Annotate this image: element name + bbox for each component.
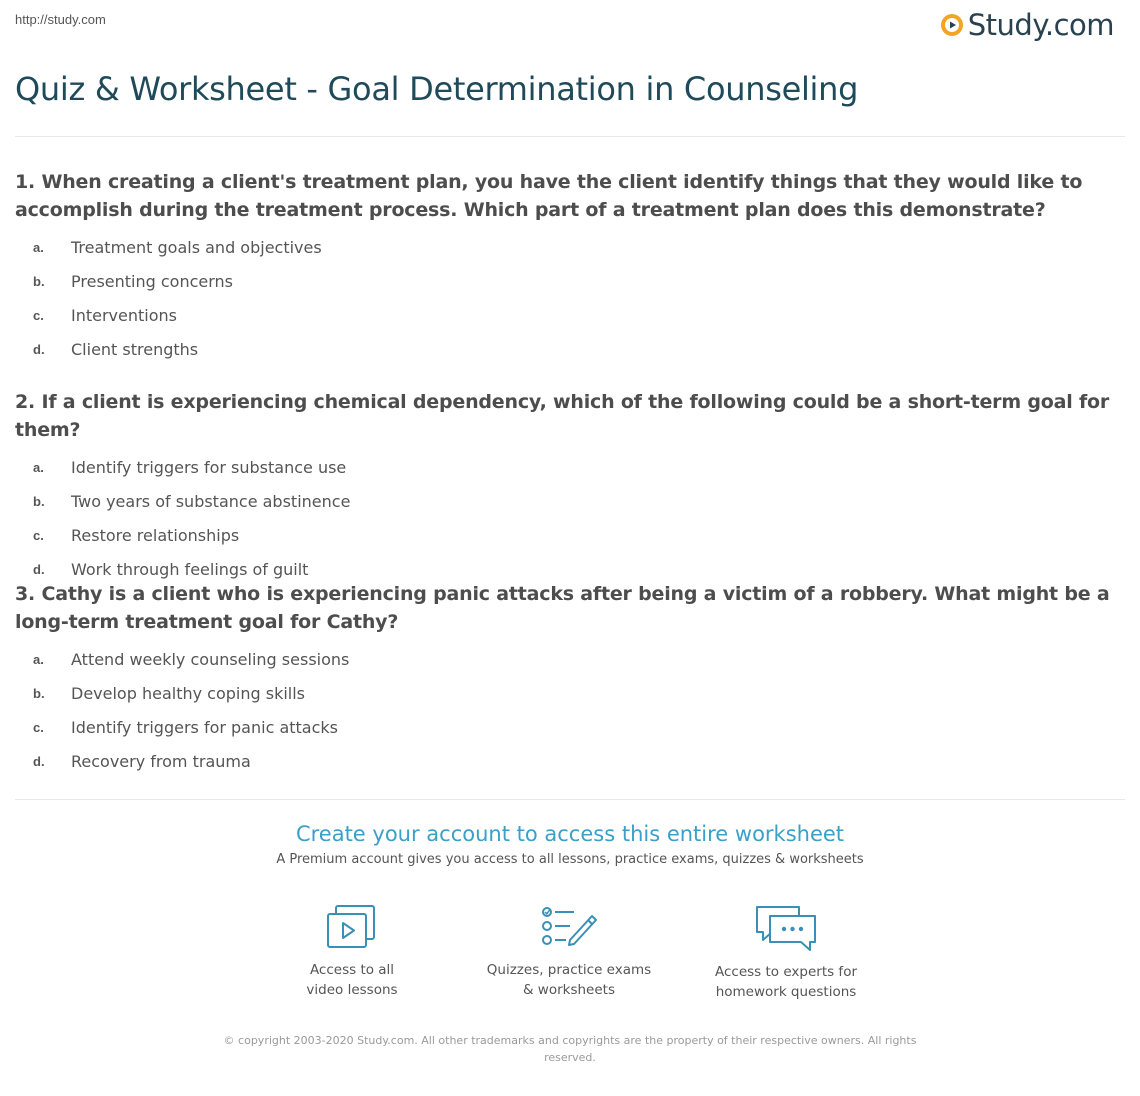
- answer-option[interactable]: [15, 484, 1125, 518]
- copyright-notice: © copyright 2003-2020 Study.com. All other trademarks and copyrights are the property of their respective owners. All rights reserved.: [223, 1034, 917, 1064]
- answer-option[interactable]: [15, 642, 1125, 676]
- feature-quizzes: [459, 904, 679, 1000]
- option-text: Two years of substance abstinence: [71, 491, 351, 511]
- question-text: 1. When creating a client's treatment plan, you have the client identify things that they would like to accomplish during the treatment process. Which part of a treatment plan does this demonstrate?: [15, 171, 1083, 221]
- question-text: 3. Cathy is a client who is experiencing panic attacks after being a victim of a robbery. What might be a long-term treatment goal for Cathy?: [15, 583, 1110, 633]
- option-letter: c.: [33, 719, 44, 735]
- question-2: [15, 388, 1125, 586]
- feature-label: Access to experts for homework questions: [714, 964, 857, 1000]
- create-account-link[interactable]: Create your account to access this entire worksheet: [295, 822, 845, 846]
- option-text: Attend weekly counseling sessions: [71, 649, 350, 669]
- video-lessons-icon: [325, 904, 379, 952]
- option-text: Develop healthy coping skills: [71, 683, 305, 703]
- answer-option[interactable]: [15, 450, 1125, 484]
- feature-video-lessons: [242, 904, 462, 1000]
- option-text: Client strengths: [71, 339, 199, 359]
- option-letter: c.: [33, 527, 44, 543]
- option-letter: d.: [33, 341, 45, 357]
- option-letter: b.: [33, 273, 45, 289]
- feature-label: Quizzes, practice exams & worksheets: [486, 962, 652, 998]
- question-text: 2. If a client is experiencing chemical dependency, which of the following could be a short-term goal for them?: [15, 391, 1110, 441]
- divider: [15, 136, 1125, 137]
- answer-option[interactable]: [15, 518, 1125, 552]
- page-title: Quiz & Worksheet - Goal Determination in Counseling: [15, 70, 859, 108]
- divider: [15, 799, 1125, 800]
- answer-option[interactable]: [15, 676, 1125, 710]
- cta-subtitle: A Premium account gives you access to all lessons, practice exams, quizzes & worksheets: [276, 852, 864, 867]
- option-letter: a.: [33, 459, 44, 475]
- option-letter: b.: [33, 685, 45, 701]
- premium-cta: [0, 822, 1140, 867]
- answer-option[interactable]: [15, 744, 1125, 778]
- option-letter: a.: [33, 239, 44, 255]
- site-url: http://study.com: [15, 12, 106, 27]
- answer-option[interactable]: [15, 710, 1125, 744]
- answer-options: [15, 230, 1125, 366]
- option-text: Presenting concerns: [71, 271, 233, 291]
- feature-label: Access to all video lessons: [306, 962, 398, 998]
- option-text: Recovery from trauma: [71, 751, 251, 771]
- option-text: Identify triggers for substance use: [71, 457, 347, 477]
- logo-text: Study.com: [967, 8, 1114, 42]
- play-circle-icon: [940, 13, 964, 37]
- option-letter: c.: [33, 307, 44, 323]
- option-letter: b.: [33, 493, 45, 509]
- study-logo[interactable]: [940, 8, 1114, 42]
- option-text: Interventions: [71, 305, 177, 325]
- option-text: Treatment goals and objectives: [71, 237, 322, 257]
- question-3: [15, 580, 1125, 778]
- option-letter: a.: [33, 651, 44, 667]
- option-letter: d.: [33, 753, 45, 769]
- feature-experts: [676, 904, 896, 1002]
- option-text: Work through feelings of guilt: [71, 559, 309, 579]
- option-text: Restore relationships: [71, 525, 240, 545]
- quiz-checklist-icon: [540, 904, 598, 952]
- option-text: Identify triggers for panic attacks: [71, 717, 339, 737]
- answer-option[interactable]: [15, 298, 1125, 332]
- answer-option[interactable]: [15, 332, 1125, 366]
- option-letter: d.: [33, 561, 45, 577]
- answer-option[interactable]: [15, 230, 1125, 264]
- chat-bubbles-icon: [754, 904, 818, 954]
- answer-option[interactable]: [15, 264, 1125, 298]
- answer-options: [15, 642, 1125, 778]
- answer-options: [15, 450, 1125, 586]
- question-1: [15, 168, 1125, 366]
